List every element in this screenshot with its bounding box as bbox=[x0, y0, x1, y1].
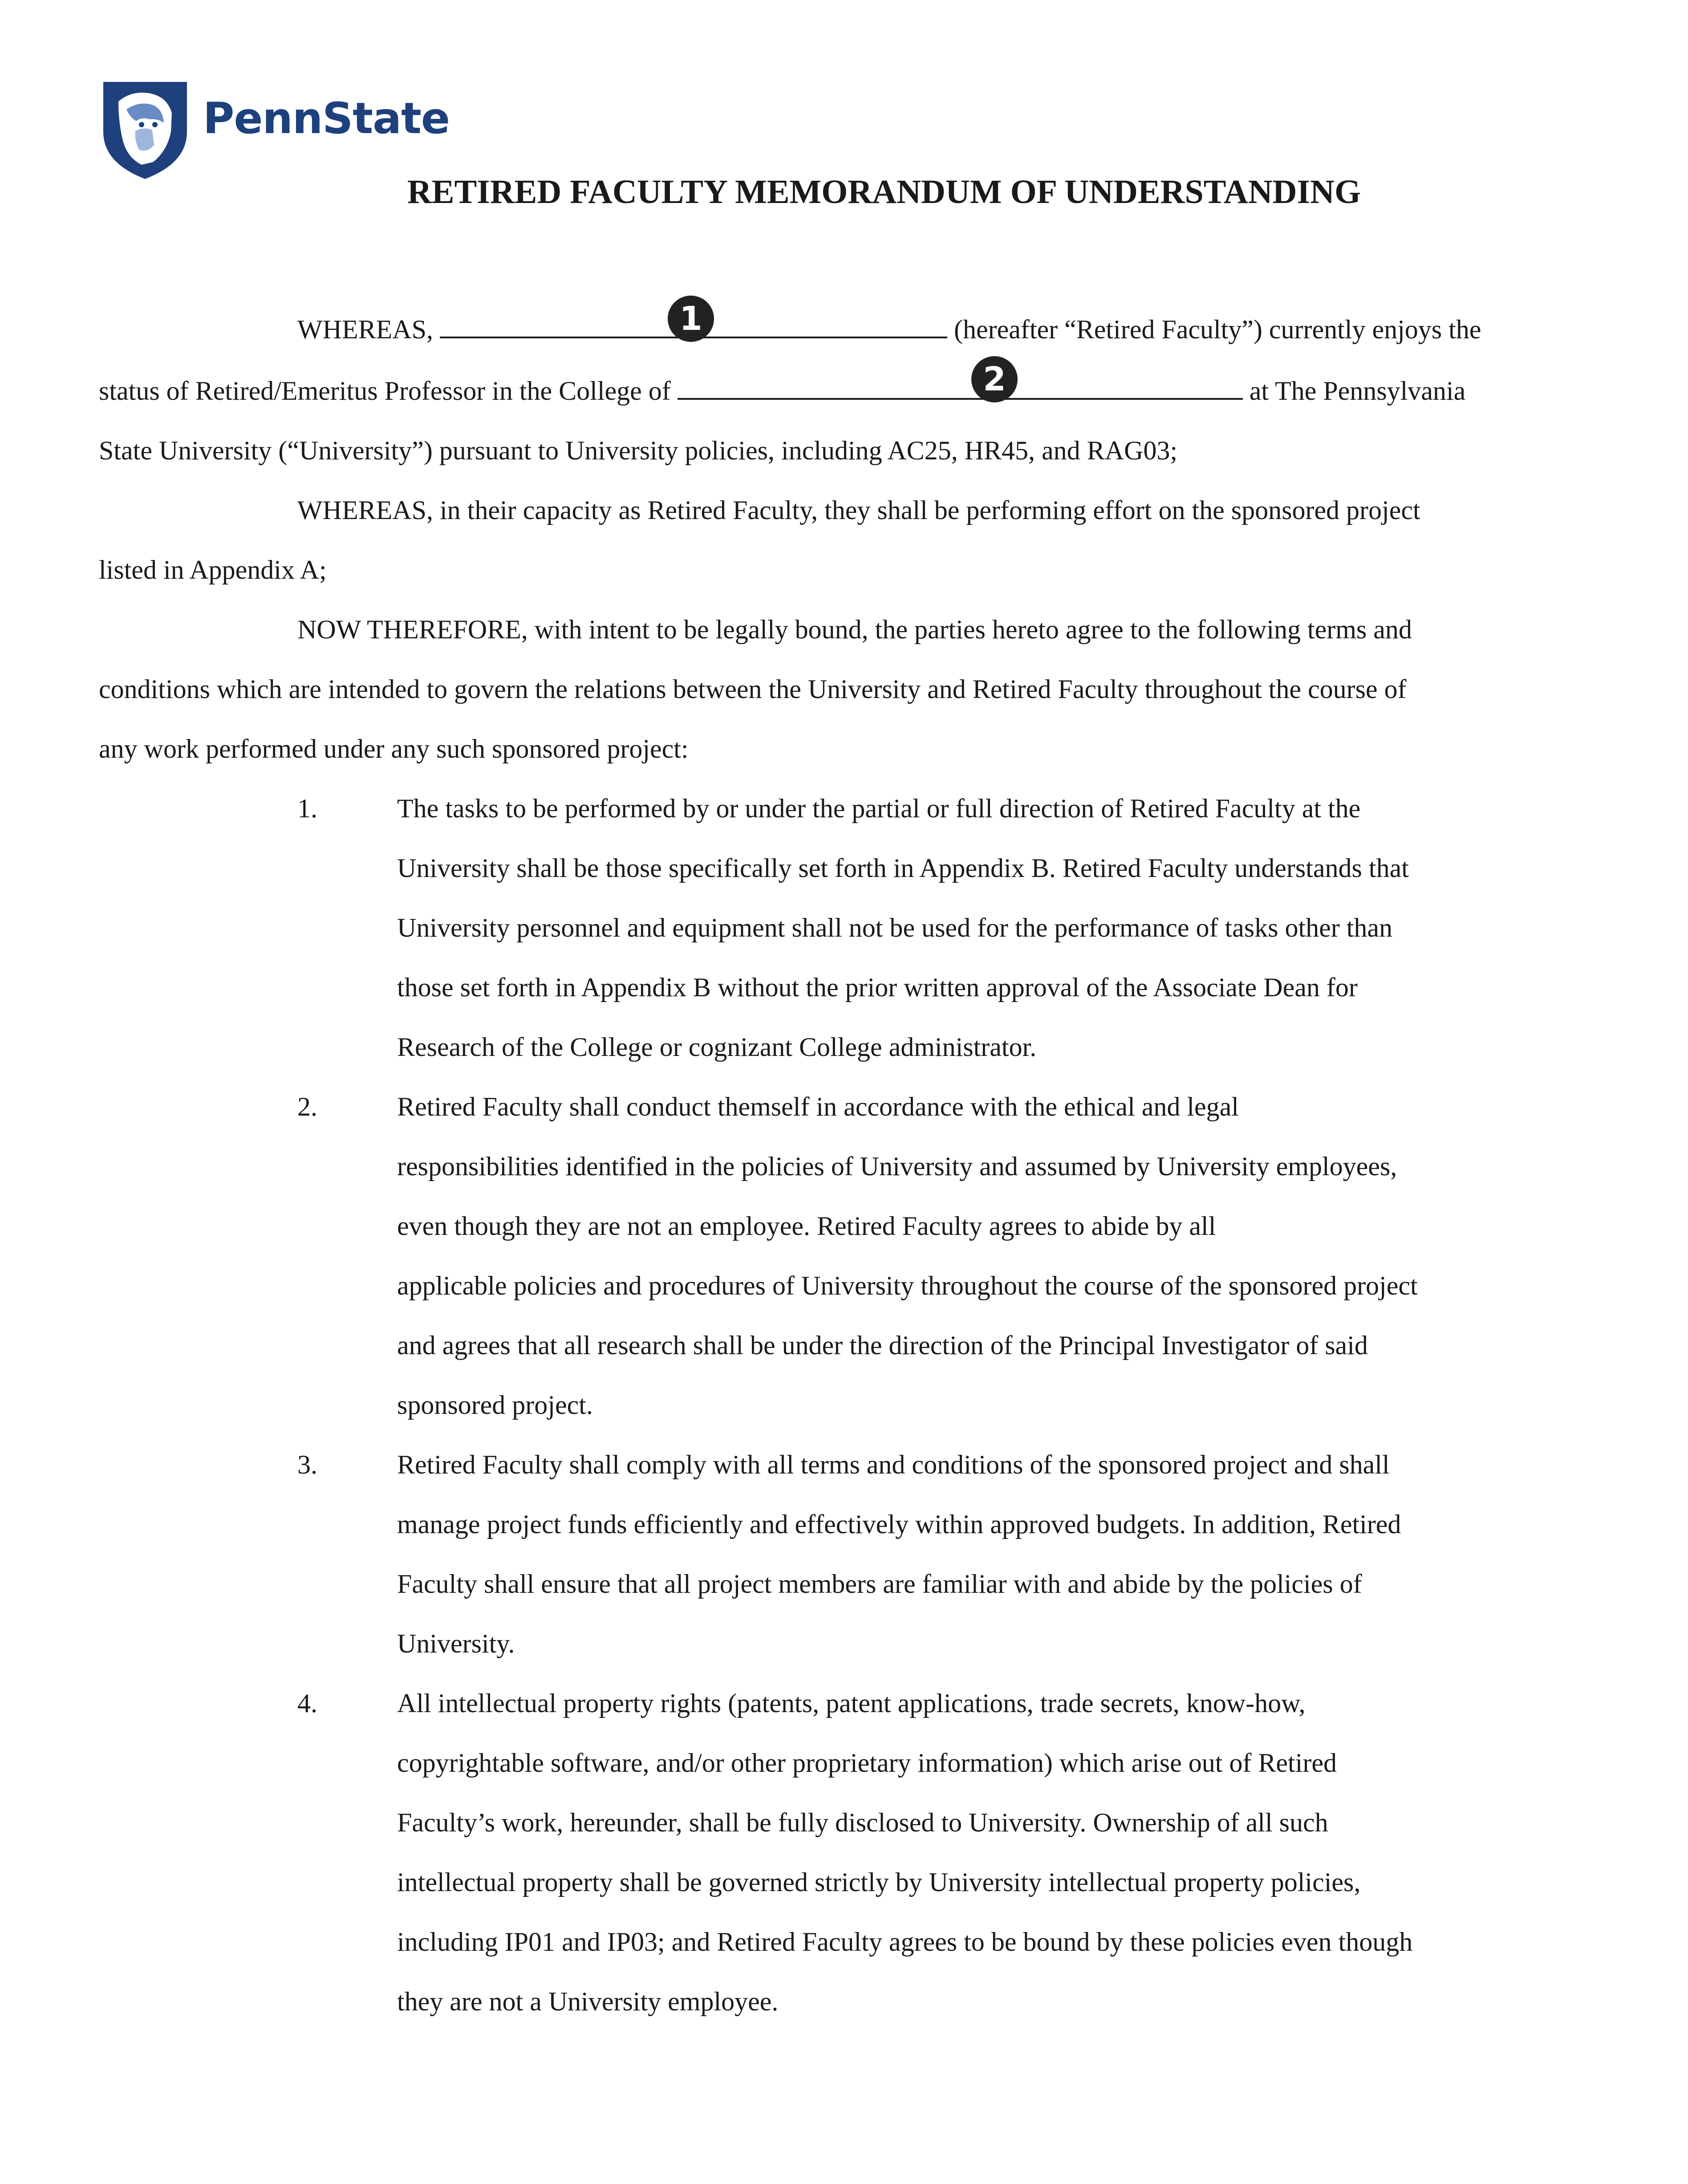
list-item-line: even though they are not an employee. Retired Faculty agrees to abide by all bbox=[397, 1211, 1216, 1241]
list-item-number: 1. bbox=[297, 794, 317, 823]
pennstate-logo bbox=[101, 78, 450, 181]
therefore-line-1: NOW THEREFORE, with intent to be legally bound, the parties hereto agree to the following terms and bbox=[297, 615, 1412, 644]
college-name-field[interactable] bbox=[678, 373, 1243, 400]
callout-marker-2: 2 bbox=[971, 356, 1018, 402]
therefore-line-2: conditions which are intended to govern the relations between the University and Retired Faculty throughout the course of bbox=[99, 674, 1407, 704]
list-item-line: they are not a University employee. bbox=[397, 1987, 779, 2016]
pennstate-wordmark: PennState bbox=[203, 93, 450, 143]
page-title: RETIRED FACULTY MEMORANDUM OF UNDERSTANDING bbox=[407, 173, 1361, 211]
list-item-line: sponsored project. bbox=[397, 1390, 593, 1420]
list-item-line: Faculty’s work, hereunder, shall be fully disclosed to University. Ownership of all such bbox=[397, 1808, 1328, 1837]
whereas-label: WHEREAS, bbox=[297, 315, 433, 344]
list-item-number: 3. bbox=[297, 1450, 317, 1479]
list-item-line: copyrightable software, and/or other proprietary information) which arise out of Retired bbox=[397, 1748, 1337, 1778]
list-item-line: and agrees that all research shall be under the direction of the Principal Investigator of said bbox=[397, 1331, 1368, 1360]
whereas-line-1 bbox=[297, 312, 1481, 347]
nittany-lion-shield-icon bbox=[101, 78, 190, 181]
list-item-line: Faculty shall ensure that all project members are familiar with and abide by the policies of bbox=[397, 1569, 1362, 1599]
list-item-line: University shall be those specifically set forth in Appendix B. Retired Faculty understands that bbox=[397, 853, 1409, 883]
whereas-line-2 bbox=[99, 373, 1465, 409]
list-item-number: 2. bbox=[297, 1092, 317, 1121]
list-item-line: intellectual property shall be governed strictly by University intellectual property policies, bbox=[397, 1867, 1361, 1897]
list-item-line: applicable policies and procedures of University throughout the course of the sponsored project bbox=[397, 1271, 1418, 1300]
callout-marker-1: 1 bbox=[668, 296, 714, 342]
list-item-line: Retired Faculty shall conduct themself in accordance with the ethical and legal bbox=[397, 1092, 1239, 1121]
whereas2-line-1: WHEREAS, in their capacity as Retired Faculty, they shall be performing effort on the sponsored project bbox=[297, 495, 1420, 525]
list-item-line: Retired Faculty shall comply with all terms and conditions of the sponsored project and shall bbox=[397, 1450, 1390, 1479]
list-item-line: University personnel and equipment shall not be used for the performance of tasks other than bbox=[397, 913, 1393, 942]
whereas2-line-2: listed in Appendix A; bbox=[99, 555, 327, 585]
list-item-number: 4. bbox=[297, 1689, 317, 1718]
list-item-line: manage project funds efficiently and effectively within approved budgets. In addition, Retired bbox=[397, 1510, 1401, 1539]
whereas-line-1-tail: (hereafter “Retired Faculty”) currently enjoys the bbox=[954, 315, 1481, 344]
list-item-line: Research of the College or cognizant College administrator. bbox=[397, 1032, 1037, 1062]
therefore-line-3: any work performed under any such sponsored project: bbox=[99, 734, 689, 763]
list-item-line: including IP01 and IP03; and Retired Faculty agrees to be bound by these policies even though bbox=[397, 1927, 1413, 1957]
whereas-line-2-tail: at The Pennsylvania bbox=[1249, 376, 1466, 406]
whereas-line-3: State University (“University”) pursuant to University policies, including AC25, HR45, and RAG03; bbox=[99, 436, 1178, 465]
list-item-line: responsibilities identified in the policies of University and assumed by University employees, bbox=[397, 1152, 1397, 1181]
list-item-line: All intellectual property rights (patents, patent applications, trade secrets, know-how, bbox=[397, 1689, 1306, 1718]
list-item-line: The tasks to be performed by or under the partial or full direction of Retired Faculty at the bbox=[397, 794, 1361, 823]
status-text: status of Retired/Emeritus Professor in the College of bbox=[99, 376, 671, 406]
list-item-line: those set forth in Appendix B without the prior written approval of the Associate Dean for bbox=[397, 973, 1358, 1002]
list-item-line: University. bbox=[397, 1629, 515, 1658]
